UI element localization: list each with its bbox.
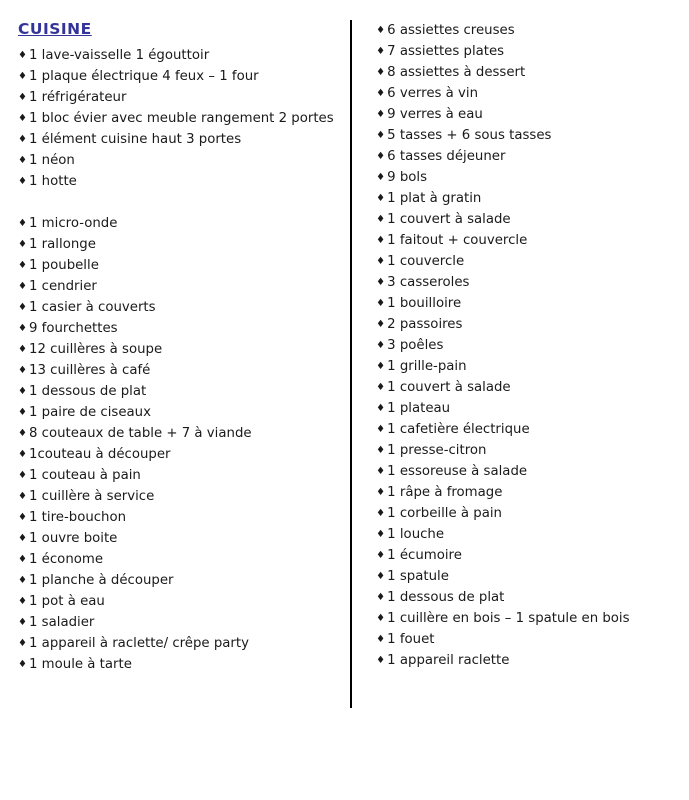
list-item (18, 465, 340, 486)
list-item (18, 276, 340, 297)
list-item-label: 1 cuillère en bois – 1 spatule en bois (387, 611, 630, 626)
list-item (18, 570, 340, 591)
list-item-label: 1 couvert à salade (387, 212, 511, 227)
list-item (376, 461, 671, 482)
list-item (18, 171, 340, 192)
list-item (18, 654, 340, 675)
diamond-bullet-icon: ♦ (376, 130, 386, 141)
diamond-bullet-icon: ♦ (18, 217, 27, 229)
diamond-bullet-icon: ♦ (376, 46, 386, 57)
diamond-bullet-icon: ♦ (376, 235, 386, 246)
list-item (18, 213, 340, 234)
list-item-label: 1 dessous de plat (29, 383, 147, 399)
diamond-bullet-icon: ♦ (376, 445, 386, 456)
list-item (18, 297, 340, 318)
list-item (18, 129, 340, 150)
list-item-label: 1 poubelle (29, 257, 99, 273)
list-item (376, 293, 671, 314)
list-item (18, 360, 340, 381)
list-item-label: 9 verres à eau (387, 107, 483, 122)
list-item-label: 1 moule à tarte (29, 656, 132, 672)
list-item (376, 62, 671, 83)
right-item-list (376, 20, 671, 671)
list-item (376, 41, 671, 62)
diamond-bullet-icon: ♦ (376, 508, 386, 519)
list-item-label: 9 bols (387, 170, 428, 185)
diamond-bullet-icon: ♦ (376, 382, 386, 393)
diamond-bullet-icon: ♦ (376, 25, 386, 36)
diamond-bullet-icon: ♦ (376, 256, 386, 267)
list-item (18, 66, 340, 87)
two-column-layout (18, 20, 671, 708)
list-item (376, 230, 671, 251)
list-item-label: 1 cuillère à service (29, 488, 155, 504)
list-item (376, 503, 671, 524)
diamond-bullet-icon: ♦ (18, 448, 27, 460)
list-item (376, 146, 671, 167)
list-item (376, 20, 671, 41)
list-item-label: 1couteau à découper (29, 446, 171, 462)
diamond-bullet-icon: ♦ (18, 637, 27, 649)
list-item-label: 12 cuillères à soupe (29, 341, 163, 357)
list-item (376, 272, 671, 293)
list-item (376, 356, 671, 377)
diamond-bullet-icon: ♦ (18, 532, 27, 544)
list-item (376, 83, 671, 104)
list-item-label: 1 cafetière électrique (387, 422, 530, 437)
list-item (376, 104, 671, 125)
diamond-bullet-icon: ♦ (376, 277, 386, 288)
list-item-label: 6 tasses déjeuner (387, 149, 506, 164)
list-item (18, 339, 340, 360)
list-item (18, 612, 340, 633)
list-item-label: 3 poêles (387, 338, 444, 353)
list-item-label: 1 pot à eau (29, 593, 105, 609)
diamond-bullet-icon: ♦ (18, 658, 27, 670)
right-column (358, 20, 671, 671)
list-spacer (18, 192, 340, 213)
diamond-bullet-icon: ♦ (18, 301, 27, 313)
list-item (18, 528, 340, 549)
list-item (376, 524, 671, 545)
list-item (18, 381, 340, 402)
diamond-bullet-icon: ♦ (376, 571, 386, 582)
list-item-label: 9 fourchettes (29, 320, 118, 336)
list-item (18, 234, 340, 255)
list-item-label: 1 dessous de plat (387, 590, 505, 605)
diamond-bullet-icon: ♦ (18, 595, 27, 607)
diamond-bullet-icon: ♦ (18, 70, 27, 82)
diamond-bullet-icon: ♦ (18, 154, 27, 166)
list-item-label: 1 micro-onde (29, 215, 118, 231)
diamond-bullet-icon: ♦ (376, 298, 386, 309)
list-item (376, 314, 671, 335)
list-item-label: 1 appareil à raclette/ crêpe party (29, 635, 249, 651)
list-item-label: 1 casier à couverts (29, 299, 156, 315)
list-item-label: 5 tasses + 6 sous tasses (387, 128, 552, 143)
diamond-bullet-icon: ♦ (18, 238, 27, 250)
list-item (18, 108, 340, 129)
diamond-bullet-icon: ♦ (376, 88, 386, 99)
list-item-label: 1 faitout + couvercle (387, 233, 528, 248)
list-item-label: 1 lave-vaisselle 1 égouttoir (29, 47, 210, 63)
diamond-bullet-icon: ♦ (376, 214, 386, 225)
list-item-label: 3 casseroles (387, 275, 470, 290)
diamond-bullet-icon: ♦ (18, 343, 27, 355)
list-item (18, 444, 340, 465)
list-item (18, 549, 340, 570)
list-item (376, 209, 671, 230)
list-item (18, 633, 340, 654)
diamond-bullet-icon: ♦ (376, 655, 386, 666)
diamond-bullet-icon: ♦ (18, 553, 27, 565)
list-item (376, 587, 671, 608)
list-item (376, 482, 671, 503)
page-title: CUISINE (18, 20, 92, 38)
diamond-bullet-icon: ♦ (376, 67, 386, 78)
diamond-bullet-icon: ♦ (376, 340, 386, 351)
list-item-label: 1 bouilloire (387, 296, 462, 311)
list-item-label: 1 couvert à salade (387, 380, 511, 395)
diamond-bullet-icon: ♦ (18, 364, 27, 376)
column-divider (350, 20, 352, 708)
diamond-bullet-icon: ♦ (18, 616, 27, 628)
list-item-label: 2 passoires (387, 317, 463, 332)
list-item-label: 1 plaque électrique 4 feux – 1 four (29, 68, 259, 84)
list-item-label: 1 fouet (387, 632, 435, 647)
list-item-label: 1 cendrier (29, 278, 97, 294)
list-item-label: 1 écumoire (387, 548, 462, 563)
list-item-label: 13 cuillères à café (29, 362, 151, 378)
diamond-bullet-icon: ♦ (376, 424, 386, 435)
diamond-bullet-icon: ♦ (376, 487, 386, 498)
list-item (376, 419, 671, 440)
diamond-bullet-icon: ♦ (18, 175, 27, 187)
list-item-label: 6 verres à vin (387, 86, 479, 101)
diamond-bullet-icon: ♦ (18, 49, 27, 61)
diamond-bullet-icon: ♦ (18, 385, 27, 397)
left-column (18, 20, 350, 675)
list-item (18, 423, 340, 444)
list-item-label: 1 économe (29, 551, 104, 567)
diamond-bullet-icon: ♦ (376, 613, 386, 624)
list-item (376, 629, 671, 650)
diamond-bullet-icon: ♦ (18, 427, 27, 439)
list-item (376, 398, 671, 419)
list-item-label: 1 rallonge (29, 236, 96, 252)
list-item (18, 507, 340, 528)
list-item (376, 125, 671, 146)
list-item-label: 1 corbeille à pain (387, 506, 502, 521)
list-item (376, 167, 671, 188)
list-item-label: 1 élément cuisine haut 3 portes (29, 131, 242, 147)
list-item-label: 1 appareil raclette (387, 653, 510, 668)
list-item (376, 566, 671, 587)
left-item-list (18, 45, 340, 675)
list-item-label: 1 ouvre boite (29, 530, 118, 546)
list-item-label: 1 plat à gratin (387, 191, 482, 206)
list-item-label: 7 assiettes plates (387, 44, 505, 59)
list-item-label: 1 plateau (387, 401, 451, 416)
list-item-label: 8 couteaux de table + 7 à viande (29, 425, 252, 441)
diamond-bullet-icon: ♦ (376, 109, 386, 120)
diamond-bullet-icon: ♦ (18, 259, 27, 271)
list-item (18, 591, 340, 612)
diamond-bullet-icon: ♦ (18, 406, 27, 418)
diamond-bullet-icon: ♦ (18, 511, 27, 523)
list-item-label: 1 essoreuse à salade (387, 464, 528, 479)
list-item-label: 1 hotte (29, 173, 77, 189)
diamond-bullet-icon: ♦ (376, 592, 386, 603)
list-item (18, 486, 340, 507)
list-item (376, 251, 671, 272)
list-item-label: 1 paire de ciseaux (29, 404, 151, 420)
list-item (376, 377, 671, 398)
list-item (376, 188, 671, 209)
list-item (18, 150, 340, 171)
list-item-label: 1 bloc évier avec meuble rangement 2 portes (29, 110, 334, 126)
diamond-bullet-icon: ♦ (376, 634, 386, 645)
list-item (18, 255, 340, 276)
diamond-bullet-icon: ♦ (376, 466, 386, 477)
list-item-label: 1 néon (29, 152, 75, 168)
list-item (376, 335, 671, 356)
list-item-label: 1 râpe à fromage (387, 485, 503, 500)
list-item-label: 1 tire-bouchon (29, 509, 127, 525)
list-item-label: 1 presse-citron (387, 443, 487, 458)
list-item (376, 650, 671, 671)
diamond-bullet-icon: ♦ (18, 112, 27, 124)
list-item (18, 318, 340, 339)
diamond-bullet-icon: ♦ (376, 193, 386, 204)
list-item (18, 87, 340, 108)
list-item-label: 1 réfrigérateur (29, 89, 127, 105)
list-item-label: 1 louche (387, 527, 445, 542)
list-item-label: 1 grille-pain (387, 359, 467, 374)
list-item-label: 1 planche à découper (29, 572, 174, 588)
diamond-bullet-icon: ♦ (18, 133, 27, 145)
list-item (18, 45, 340, 66)
diamond-bullet-icon: ♦ (18, 280, 27, 292)
diamond-bullet-icon: ♦ (18, 322, 27, 334)
diamond-bullet-icon: ♦ (376, 550, 386, 561)
diamond-bullet-icon: ♦ (18, 574, 27, 586)
list-item-label: 1 couteau à pain (29, 467, 141, 483)
diamond-bullet-icon: ♦ (376, 403, 386, 414)
list-item (376, 545, 671, 566)
list-item-label: 1 saladier (29, 614, 95, 630)
list-item-label: 6 assiettes creuses (387, 23, 515, 38)
list-item (376, 440, 671, 461)
diamond-bullet-icon: ♦ (376, 529, 386, 540)
diamond-bullet-icon: ♦ (18, 490, 27, 502)
list-item-label: 1 couvercle (387, 254, 465, 269)
list-item (376, 608, 671, 629)
diamond-bullet-icon: ♦ (376, 361, 386, 372)
diamond-bullet-icon: ♦ (376, 151, 386, 162)
diamond-bullet-icon: ♦ (376, 319, 386, 330)
diamond-bullet-icon: ♦ (18, 91, 27, 103)
list-item-label: 1 spatule (387, 569, 449, 584)
diamond-bullet-icon: ♦ (376, 172, 386, 183)
list-item-label: 8 assiettes à dessert (387, 65, 526, 80)
list-item (18, 402, 340, 423)
diamond-bullet-icon: ♦ (18, 469, 27, 481)
